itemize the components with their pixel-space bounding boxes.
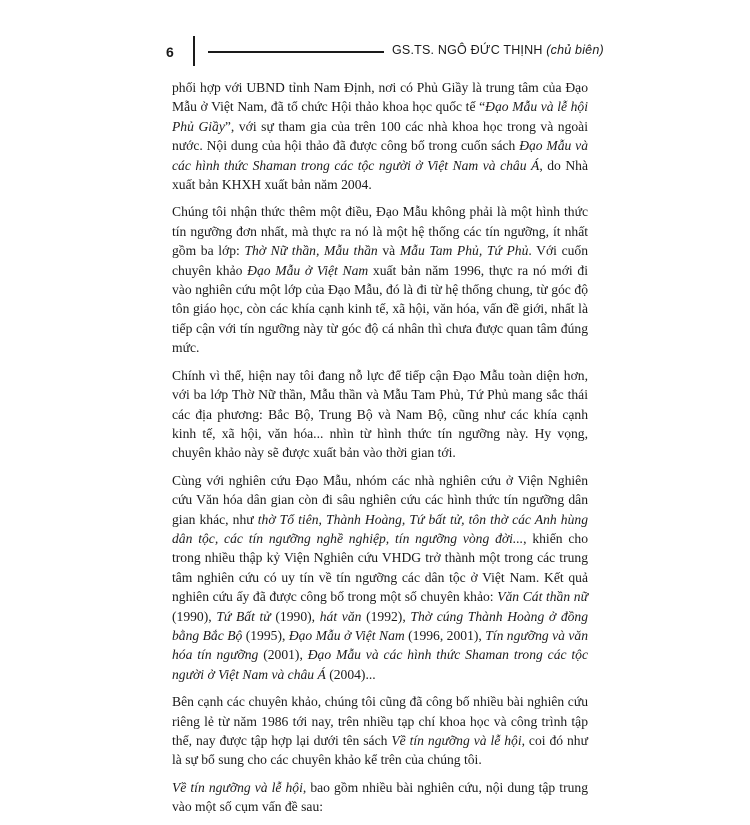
text-run: (1995), <box>242 627 289 643</box>
text-run: Bên cạnh các chuyên khảo, chúng tôi cũng đã công bố nhiều bài nghiên cứu riêng lẻ từ năm 1986 tới nay, trên nhiều tạp chí khoa học và công trình tập thể, nay được tập hợp lại dưới tên sách <box>172 694 588 748</box>
italic-run: Tứ Bất tử <box>216 608 271 624</box>
text-run: phối hợp với UBND tỉnh Nam Định, nơi có Phủ Giầy là trung tâm của Đạo Mẫu ở Việt Nam, đã tổ chức Hội thảo khoa học quốc tế “ <box>172 80 588 115</box>
paragraph <box>172 78 588 194</box>
italic-run: Về tín ngưỡng và lễ hội <box>391 733 522 748</box>
page-body <box>172 78 588 825</box>
header-horizontal-rule <box>208 51 384 53</box>
text-run: xuất bản năm 1996, thực ra nó mới đi vào nghiên cứu một lớp của Đạo Mẫu, đó là đi từ hệ thống chung, từ góc độ tôn giáo học, còn các khía cạnh kinh tế, xã hội, văn hóa, vấn đề giới, nhất là tiếp cận với tín ngưỡng này từ góc độ cá nhân thì chưa được quan tâm đúng mức. <box>172 262 588 356</box>
paragraph <box>172 471 588 684</box>
running-title-editor: (chủ biên) <box>546 43 604 57</box>
italic-run: Đạo Mẫu ở Việt Nam <box>247 262 369 278</box>
text-run: ”, với sự tham gia của trên 100 các nhà khoa học trong và ngoài nước. Nội dung của hội thảo đã được công bố trong cuốn sách <box>172 118 588 154</box>
italic-run: Văn Cát thần nữ <box>497 589 588 605</box>
paragraph <box>172 692 588 770</box>
text-run: Chính vì thế, hiện nay tôi đang nỗ lực để tiếp cận Đạo Mẫu toàn diện hơn, với ba lớp Thờ Nữ thần, Mẫu thần và Mẫu Tam Phủ, Tứ Phủ mang sắc thái các địa phương: Bắc Bộ, Trung Bộ và Nam Bộ, cũng như các khía cạnh kinh tế, xã hội, văn hóa... nhìn từ hình thức tín ngưỡng này. Hy vọng, chuyên khảo này sẽ được xuất bản vào thời gian tới. <box>172 367 588 461</box>
text-run: (1990), <box>172 608 217 624</box>
text-run: (1996, 2001), <box>404 627 486 643</box>
italic-run: Mẫu Tam Phủ, Tứ Phủ <box>399 243 529 259</box>
italic-run: hát văn <box>319 608 362 624</box>
text-run: , khiến cho trong nhiều thập kỷ Viện Nghiên cứu VHDG trở thành một trong các trung tâm nghiên cứu có uy tín về tín ngưỡng các dân tộc ở Việt Nam. Kết quả nghiên cứu ấy đã được công bố trong một số chuyên khảo: <box>172 530 588 605</box>
running-title-author: GS.TS. NGÔ ĐỨC THỊNH <box>392 43 543 57</box>
text-run: Chúng tôi nhận thức thêm một điều, Đạo Mẫu không phải là một hình thức tín ngưỡng đơn nhất, mà thực ra nó là một hệ thống các tín ngưỡng, ít nhất gồm ba lớp: <box>172 204 588 259</box>
italic-run: thờ Tổ tiên, Thành Hoàng, Tứ bất tử, tôn thờ các Anh hùng dân tộc, các tín ngưỡng nghề nghiệp, tín ngưỡng vòng đời... <box>172 511 588 546</box>
italic-run: Tín ngưỡng và văn hóa tín ngưỡng <box>172 627 588 663</box>
text-run: . Với cuốn chuyên khảo <box>172 243 588 278</box>
text-run: Cùng với nghiên cứu Đạo Mẫu, nhóm các nhà nghiên cứu ở Viện Nghiên cứu Văn hóa dân gian còn đi sâu nghiên cứu các hình thức tín ngưỡng dân gian khác, như <box>172 472 588 527</box>
italic-run: Về tín ngưỡng và lễ hội <box>172 779 303 795</box>
italic-run: Đạo Mẫu và các hình thức Shaman trong các tộc người ở Việt Nam và châu Á <box>172 647 588 682</box>
text-run: và <box>377 243 400 259</box>
text-run: , do Nhà xuất bản KHXH xuất bản năm 2004. <box>172 157 589 193</box>
text-run: , coi đó như là sự bổ sung cho các chuyên khảo kể trên của chúng tôi. <box>172 733 588 768</box>
running-title <box>392 43 604 57</box>
italic-run: Thờ cúng Thành Hoàng ở đồng bằng Bắc Bộ <box>172 608 589 643</box>
paragraph <box>172 202 588 357</box>
italic-run: Đạo Mẫu và các hình thức Shaman trong các tộc người ở Việt Nam và châu Á <box>172 138 588 173</box>
text-run: (2001), <box>258 647 308 663</box>
text-run: (1992), <box>361 608 411 624</box>
italic-run: Thờ Nữ thần, Mẫu thần <box>244 243 378 259</box>
text-run: (2004)... <box>325 666 376 682</box>
page-number: 6 <box>166 44 174 60</box>
italic-run: Đạo Mẫu và lễ hội Phủ Giầy <box>172 99 588 134</box>
header-vertical-rule <box>193 36 195 66</box>
italic-run: Đạo Mẫu ở Việt Nam <box>288 627 405 643</box>
paragraph <box>172 778 588 817</box>
text-run: (1990), <box>270 608 320 624</box>
paragraph <box>172 366 588 463</box>
text-run: , bao gồm nhiều bài nghiên cứu, nội dung tập trung vào một số cụm vấn đề sau: <box>172 779 588 815</box>
page-header <box>0 36 750 66</box>
